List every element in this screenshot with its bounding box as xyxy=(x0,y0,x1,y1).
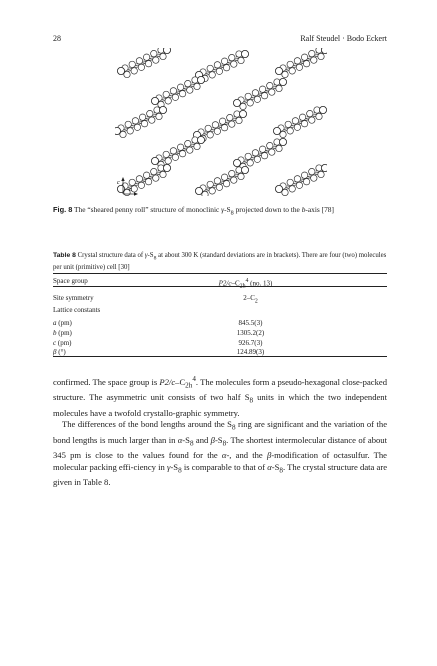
table-label: Table 8 xyxy=(53,252,76,259)
molecule-column xyxy=(195,166,248,196)
molecule-column xyxy=(273,106,326,137)
molecule-column xyxy=(275,48,327,78)
molecule-column xyxy=(151,136,204,167)
table-row: a (pm) 845.5(3) xyxy=(53,319,263,327)
figure-label: Fig. 8 xyxy=(53,205,73,214)
molecule-column xyxy=(151,76,204,107)
running-head-authors: Ralf Steudel · Bodo Eckert xyxy=(300,34,387,43)
molecule-column xyxy=(117,164,170,195)
header-space-group: Space group xyxy=(53,277,88,285)
axis-label-a: a xyxy=(129,187,132,193)
crystal-structure-figure xyxy=(115,48,327,196)
molecule-column xyxy=(233,138,286,169)
body-text xyxy=(53,374,387,489)
paragraph: The differences of the bond lengths around the $S_8$ ring are significant and the variation of the bond lengths is much larger than in $\alpha-S_8$ and $\beta-S_8$. The shortest intermolecular distance of about 345 pm is close to the values found for the α-, and the β-modification of octasulfur. The molecular packing effi-ciency in $\gamma-S_8$ is comparable to that of $\alpha-S_8$. The crystal structure data are given in Table 8. xyxy=(53,419,388,488)
table-row-lattice-constants: Lattice constants xyxy=(53,306,101,314)
table-header-row xyxy=(53,276,387,290)
table-top-rule xyxy=(53,273,387,274)
axis-label-c: c xyxy=(117,180,120,186)
page-number: 28 xyxy=(53,34,61,43)
table-row-site-symmetry: Site symmetry $2-C_2$ xyxy=(53,294,258,305)
table-caption: Table 8 Crystal structure data of $\gamma-S_8$ at about 300 K (standard deviations are in brackets). There are four (two) molecules per unit (primitive) cell [30] xyxy=(53,252,387,272)
page xyxy=(53,0,387,666)
molecule-column xyxy=(117,48,170,78)
table-row: c (pm) 926.7(3) xyxy=(53,339,263,347)
molecule-column xyxy=(115,106,167,137)
paragraph: confirmed. The space group is $P2/c-C_{2h}^4$. The molecules form a pseudo-hexagonal close-packed structure. The asymmetric unit consists of two half $S_8$ units in which the two independent molecules have a twofold crystallo-graphic symmetry. xyxy=(53,375,388,418)
running-head xyxy=(53,33,387,45)
header-space-group-value: $P2/c-C_{2h}^4$ (no. 13) xyxy=(218,278,273,290)
molecule-column xyxy=(233,78,286,109)
figure-caption: Fig. 8 The “sheared penny roll” structure of monoclinic $\gamma-S_8$ projected down to the b-axis [78] xyxy=(53,205,334,217)
table-row: β (°) 124.89(3) xyxy=(53,348,265,356)
molecule-column xyxy=(275,164,327,195)
table-row: b (pm) 1305.2(2) xyxy=(53,329,265,337)
